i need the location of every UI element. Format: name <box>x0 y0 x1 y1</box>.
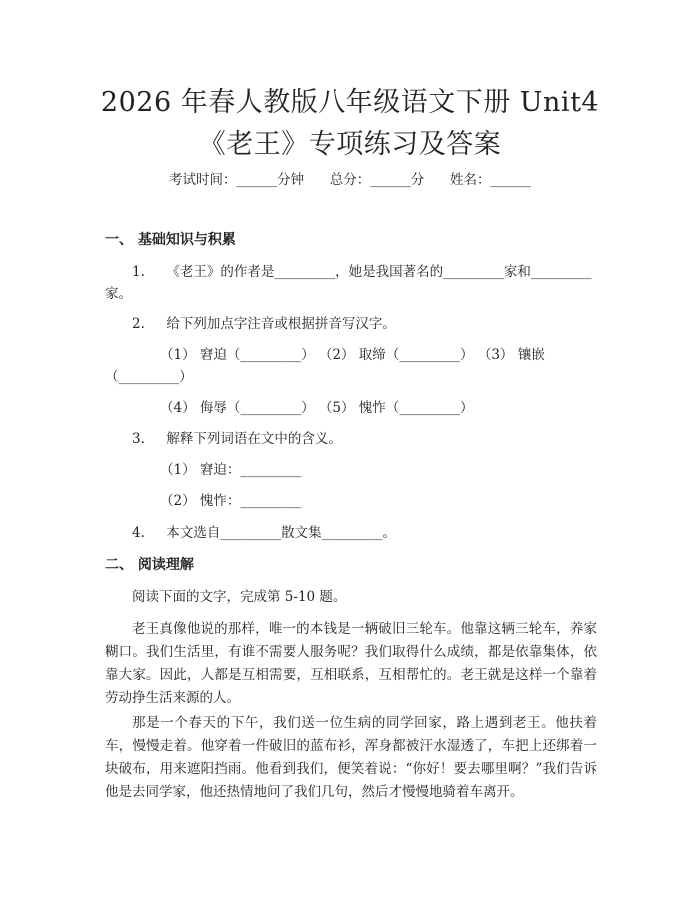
question-3-item-2: （2） 愧怍：_________ <box>160 493 302 509</box>
section-heading-reading: 二、 阅读理解 <box>105 557 194 573</box>
reading-paragraph-2: 那是一个春天的下午，我们送一位生病的同学回家，路上遇到老王。他扶着车，慢慢走着。他穿着一件破旧的蓝布衫，浑身都被汗水湿透了，车把上还绑着一块破布，用来遮阳挡雨。他看到我们，便笑着说：“你好！要去哪里啊？”我们告诉他是去同学家，他还热情地问了我们几句，然后才慢慢地骑着车离开。 <box>105 715 597 800</box>
exam-meta-line: 考试时间：______分钟 总分：______分 姓名：______ <box>169 172 531 188</box>
question-3-item-1: （1） 窘迫：_________ <box>160 462 302 478</box>
question-2-items-row-1-cont: （_________） <box>105 369 193 385</box>
question-2: 2. 给下列加点字注音或根据拼音写汉字。 <box>132 316 396 332</box>
question-1-line-2: 家。 <box>105 286 132 302</box>
reading-intro: 阅读下面的文字，完成第 5-10 题。 <box>132 589 347 605</box>
question-2-items-row-1: （1） 窘迫（_________） （2） 取缔（_________） （3） 镶嵌 <box>160 347 545 363</box>
question-2-items-row-2: （4） 侮辱（_________） （5） 愧怍（_________） <box>160 400 474 416</box>
question-1-line-1: 1. 《老王》的作者是_________，她是我国著名的_________家和_________ <box>132 264 592 280</box>
document-title: 2026 年春人教版八年级语文下册 Unit4《老王》专项练习及答案 <box>100 87 600 160</box>
question-4: 4. 本文选自_________散文集_________。 <box>132 525 396 541</box>
question-3: 3. 解释下列词语在文中的含义。 <box>132 431 342 447</box>
section-heading-basics: 一、 基础知识与积累 <box>105 232 236 248</box>
reading-paragraph-1: 老王真像他说的那样，唯一的本钱是一辆破旧三轮车。他靠这辆三轮车，养家糊口。我们生活里，有谁不需要人服务呢？我们取得什么成绩，都是依靠集体，依靠大家。因此，人都是互相需要，互相联系，互相帮忙的。老王就是这样一个靠着劳动挣生活来源的人。 <box>105 621 597 706</box>
